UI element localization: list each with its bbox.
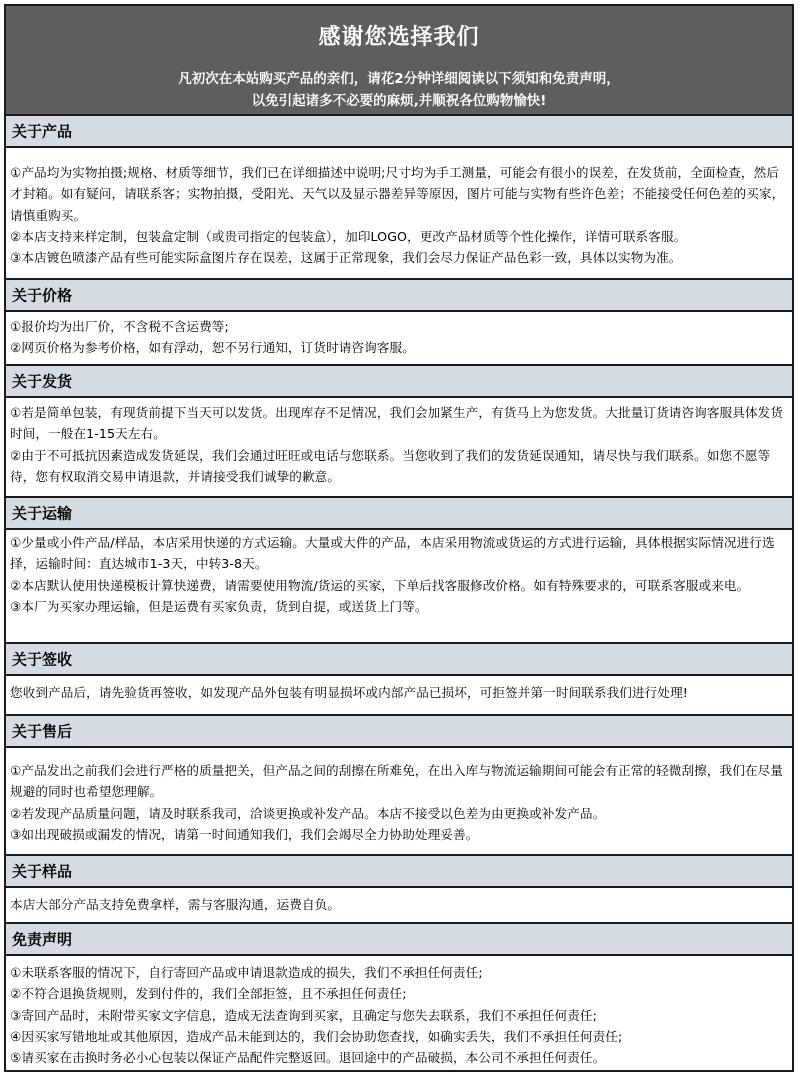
section-line: ②若发现产品质量问题，请及时联系我司，洽谈更换或补发产品。本店不接受以色差为由更换或补发产品。 [10,805,606,821]
section-line: ①产品发出之前我们会进行严格的质量把关，但产品之间的刮擦在所难免，在出入库与物流运输期间可能会有正常的轻微刮擦，我们在尽量规避的同时也希望您理解。 [10,763,784,800]
section-header-disclaimer [6,922,792,956]
section-body-disclaimer [10,962,788,1068]
section-line: 您收到产品后，请先验货再签收，如发现产品外包装有明显损坏或内部产品已损坏，可拒签并第一时间联系我们进行处理! [10,685,688,700]
intro-line-2: 以免引起诸多不必要的麻烦,并顺祝各位购物愉快! [251,93,547,109]
page-title: 感谢您选择我们 [318,25,480,50]
section-line: ③本厂为买家办理运输，但是运费有买家负责，货到自提，或送货上门等。 [10,598,428,614]
notice-frame [4,4,794,1072]
section-body-signing [10,682,788,703]
section-header-price [6,278,792,312]
section-line: ②不符合退换货规则，发到付件的，我们全部拒签，且不承担任何责任; [10,986,407,1002]
section-line: ③如出现破损或漏发的情况，请第一时间通知我们，我们会竭尽全力协助处理妥善。 [10,826,479,842]
section-header-shipping [6,364,792,398]
section-header-transport [6,496,792,530]
intro-text [6,68,792,112]
section-line: ②本店默认使用快递模板计算快递费，请需要使用物流/货运的买家，下单后找客服修改价格。如有特殊要求的，可联系客服或来电。 [10,577,750,593]
section-body-product [10,162,788,268]
section-line: ①少量或小件产品/样品，本店采用快递的方式运输。大量或大件的产品，本店采用物流或货运的方式进行运输，具体根据实际情况进行选择，运输时间：直达城市1-3天，中转3-8天。 [10,535,775,572]
section-title: 关于发货 [12,372,73,391]
intro-line-1: 凡初次在本站购买产品的亲们，请花2分钟详细阅读以下须知和免责声明， [178,71,620,87]
section-line: ②由于不可抵抗因素造成发货延误，我们会通过旺旺或电话与您联系。当您收到了我们的发货延误通知，请尽快与我们联系。如您不愿等待，您有权取消交易申请退款，并请接受我们诚挚的歉意。 [10,447,771,484]
section-title: 关于签收 [12,650,73,669]
section-line: 本店大部分产品支持免费拿样，需与客服沟通，运费自负。 [10,897,341,912]
section-line: ③本店镀色喷漆产品有些可能实际盒图片存在误差，这属于正常现象，我们会尽力保证产品色彩一致，具体以实物为准。 [10,250,682,266]
section-line: ①未联系客服的情况下，自行寄回产品或申请退款造成的损失，我们不承担任何责任; [10,965,483,980]
section-title: 关于价格 [12,286,73,305]
section-header-after-sales [6,714,792,748]
section-header-signing [6,642,792,676]
section-header-product [6,114,792,148]
section-line: ③寄回产品时，未附带买家文字信息，造成无法查询到买家，且确定与您失去联系，我们不承担任何责任; [10,1007,597,1023]
section-line: ⑤请买家在击换时务必小心包装以保证产品配件完整返回。退回途中的产品破损，本公司不承担任何责任。 [10,1050,606,1066]
section-line: ②网页价格为参考价格，如有浮动，恕不另行通知，订货时请咨询客服。 [10,340,415,356]
section-line: ②本店支持来样定制，包装盒定制（或贵司指定的包装盒），加印LOGO，更改产品材质等个性化操作，详情可联系客服。 [10,228,687,244]
section-title: 免责声明 [12,930,73,949]
section-title: 关于样品 [12,862,73,881]
section-body-after-sales [10,760,788,845]
section-body-price [10,316,788,359]
section-title: 关于售后 [12,722,73,741]
section-line: ④因买家写错地址或其他原因，造成产品未能到达的，我们会协助您查找，如确实丢失，我们不承担任何责任; [10,1028,623,1044]
header-banner [6,6,792,114]
section-line: ①若是简单包装，有现货前提下当天可以发货。出现库存不足情况，我们会加紧生产，有货马上为您发货。大批量订货请咨询客服具体发货时间，一般在1-15天左右。 [10,405,784,442]
section-title: 关于产品 [12,122,73,141]
section-line: ①报价均为出厂价，不含税不含运费等; [10,319,229,334]
section-title: 关于运输 [12,504,73,523]
section-body-transport [10,532,788,617]
section-header-samples [6,854,792,888]
section-body-shipping [10,402,788,487]
section-line: ①产品均为实物拍摄;规格、材质等细节，我们已在详细描述中说明;尺寸均为手工测量，可能会有很小的误差，在发货前，全面检查，然后才封箱。如有疑问，请联系客；实物拍摄，受阳光、天气以及显示器差异等原因，图片可能与实物有些许色差；不能接受任何色差的买家，请慎重购买。 [10,165,785,223]
section-body-samples [10,894,788,915]
